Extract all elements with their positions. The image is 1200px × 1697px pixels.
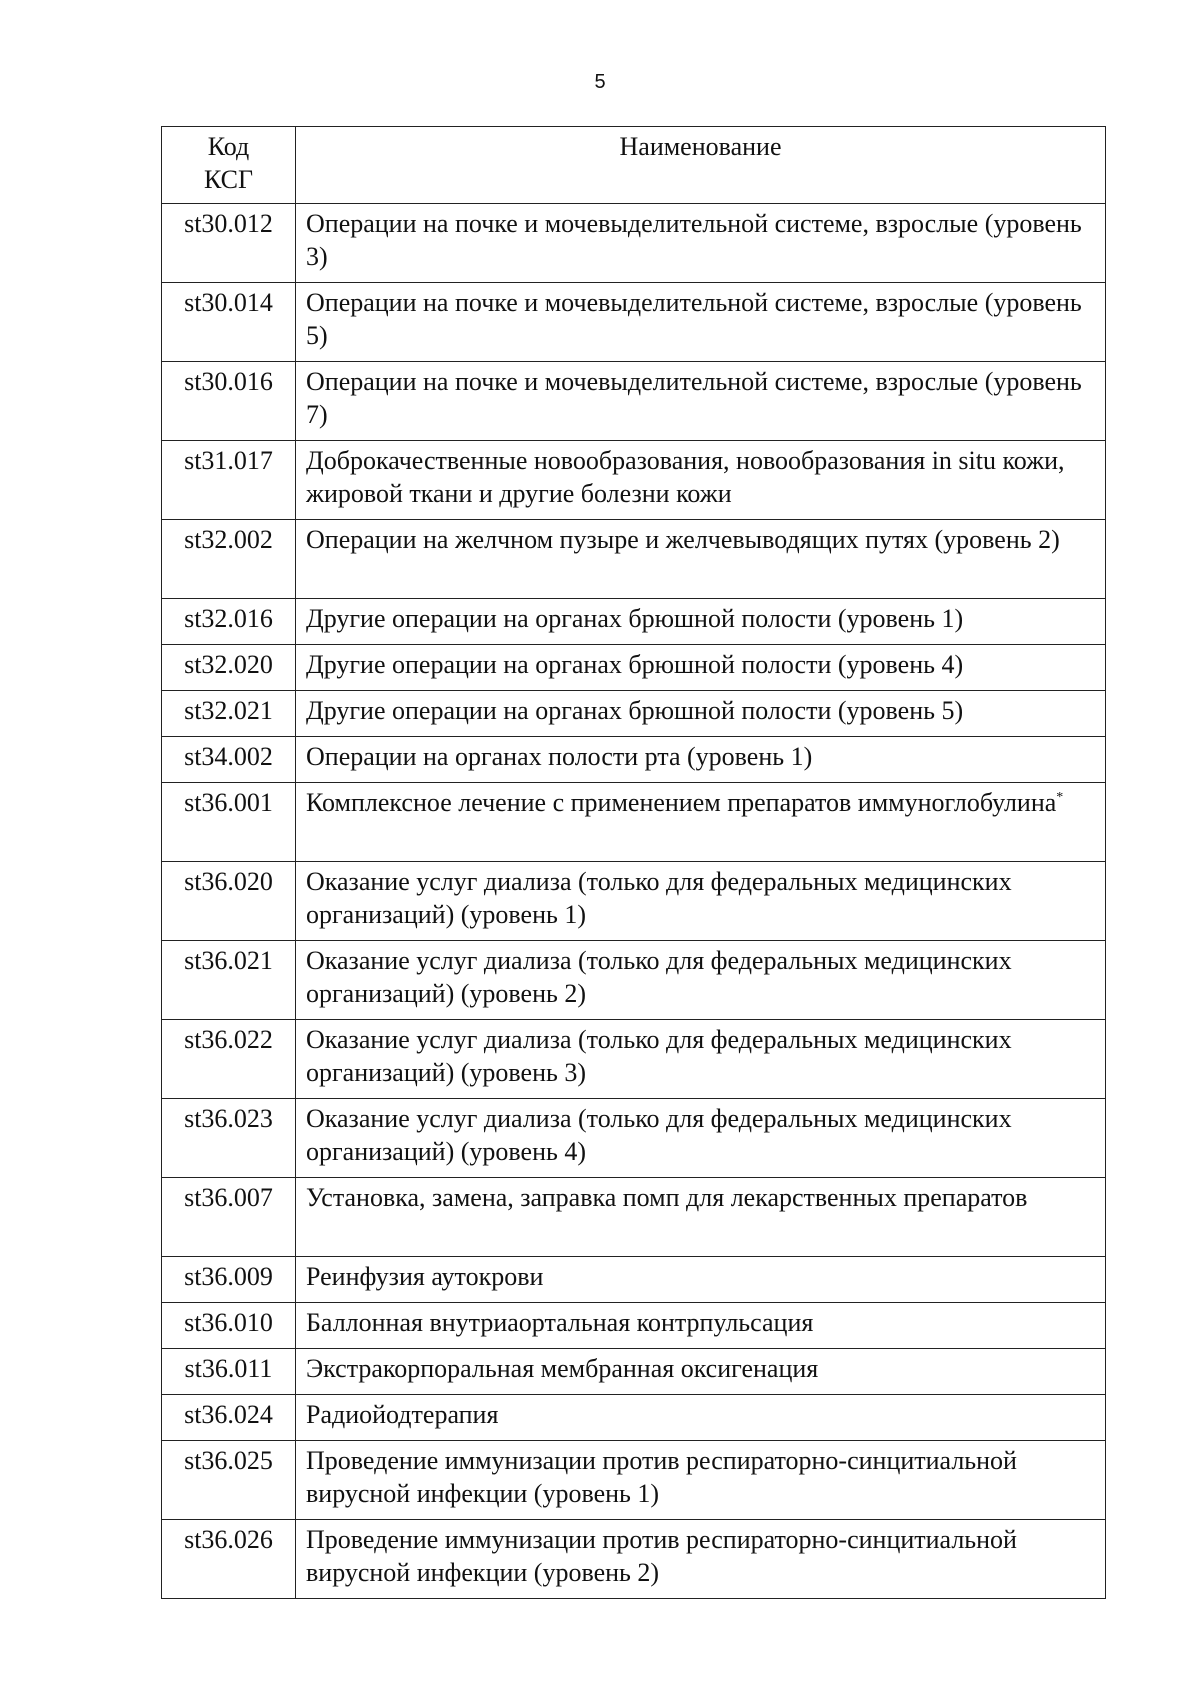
table-row [162,283,1106,362]
table-header [162,127,1106,204]
ksg-name-text: Операции на почке и мочевыделительной системе, взрослые (уровень 5) [306,288,1082,350]
ksg-name-cell [296,862,1106,941]
ksg-name-text: Баллонная внутриаортальная контрпульсация [306,1308,814,1337]
ksg-name-text: Операции на почке и мочевыделительной системе, взрослые (уровень 7) [306,367,1082,429]
ksg-name-cell [296,737,1106,783]
ksg-code-cell: st32.020 [162,645,296,691]
ksg-code-cell: st36.022 [162,1020,296,1099]
table-row [162,737,1106,783]
ksg-name-cell [296,1178,1106,1257]
footnote-marker: * [1056,790,1064,805]
column-header-code [162,127,296,204]
ksg-name-text: Оказание услуг диализа (только для федеральных медицинских организаций) (уровень 2) [306,946,1012,1008]
ksg-code-cell: st36.020 [162,862,296,941]
table-row [162,1520,1106,1599]
ksg-name-cell [296,441,1106,520]
ksg-code-cell: st36.025 [162,1441,296,1520]
ksg-name-text: Установка, замена, заправка помп для лекарственных препаратов [306,1183,1028,1212]
ksg-code-cell: st34.002 [162,737,296,783]
ksg-name-cell [296,599,1106,645]
ksg-name-cell [296,1303,1106,1349]
table-body [162,204,1106,1599]
table-row [162,204,1106,283]
table-header-row [162,127,1106,204]
ksg-code-cell: st30.014 [162,283,296,362]
table-row [162,1349,1106,1395]
ksg-name-cell [296,941,1106,1020]
table-row [162,783,1106,862]
ksg-name-text: Экстракорпоральная мембранная оксигенация [306,1354,819,1383]
ksg-name-text: Оказание услуг диализа (только для федеральных медицинских организаций) (уровень 3) [306,1025,1012,1087]
table-row [162,1395,1106,1441]
ksg-name-cell [296,1395,1106,1441]
ksg-code-cell: st36.023 [162,1099,296,1178]
table-row [162,1441,1106,1520]
ksg-code-cell: st30.012 [162,204,296,283]
column-header-name: Наименование [296,127,1106,204]
ksg-name-text: Другие операции на органах брюшной полости (уровень 4) [306,650,964,679]
ksg-name-cell [296,204,1106,283]
ksg-code-cell: st36.026 [162,1520,296,1599]
ksg-code-cell: st32.002 [162,520,296,599]
ksg-code-cell: st36.010 [162,1303,296,1349]
table-row [162,520,1106,599]
ksg-name-text: Операции на органах полости рта (уровень 1) [306,742,813,771]
ksg-name-cell [296,645,1106,691]
ksg-name-cell [296,1520,1106,1599]
ksg-code-cell: st36.009 [162,1257,296,1303]
ksg-name-text: Проведение иммунизации против респираторно-синцитиальной вирусной инфекции (уровень 1) [306,1446,1017,1508]
ksg-name-text: Реинфузия аутокрови [306,1262,544,1291]
ksg-name-cell [296,520,1106,599]
table-row [162,1178,1106,1257]
table-row [162,1020,1106,1099]
table-row [162,862,1106,941]
ksg-name-cell [296,1441,1106,1520]
ksg-name-text: Доброкачественные новообразования, новообразования in situ кожи, жировой ткани и другие болезни кожи [306,446,1065,508]
ksg-name-cell [296,1257,1106,1303]
ksg-code-cell: st36.011 [162,1349,296,1395]
ksg-name-text: Другие операции на органах брюшной полости (уровень 1) [306,604,964,633]
ksg-code-cell: st32.016 [162,599,296,645]
ksg-name-text: Оказание услуг диализа (только для федеральных медицинских организаций) (уровень 1) [306,867,1012,929]
table-row [162,1099,1106,1178]
ksg-code-cell: st32.021 [162,691,296,737]
ksg-name-cell [296,1349,1106,1395]
ksg-name-text: Проведение иммунизации против респираторно-синцитиальной вирусной инфекции (уровень 2) [306,1525,1017,1587]
table-row [162,1303,1106,1349]
page-number: 5 [594,71,606,93]
column-header-code-line2: КСГ [203,165,254,194]
ksg-code-cell: st36.021 [162,941,296,1020]
column-header-code-line1: Код [207,132,250,161]
ksg-name-text: Операции на почке и мочевыделительной системе, взрослые (уровень 3) [306,209,1082,271]
ksg-code-cell: st36.001 [162,783,296,862]
ksg-name-text: Другие операции на органах брюшной полости (уровень 5) [306,696,964,725]
ksg-code-cell: st36.007 [162,1178,296,1257]
ksg-name-text: Операции на желчном пузыре и желчевыводящих путях (уровень 2) [306,525,1060,554]
ksg-name-text: Радиойодтерапия [306,1400,499,1429]
table-row [162,691,1106,737]
ksg-name-cell [296,783,1106,862]
ksg-name-cell [296,1020,1106,1099]
ksg-code-cell: st30.016 [162,362,296,441]
ksg-table [161,126,1106,1599]
ksg-name-cell [296,362,1106,441]
table-row [162,645,1106,691]
ksg-name-text: Комплексное лечение с применением препаратов иммуноглобулина [306,788,1057,817]
table-row [162,1257,1106,1303]
ksg-name-text: Оказание услуг диализа (только для федеральных медицинских организаций) (уровень 4) [306,1104,1012,1166]
ksg-name-cell [296,1099,1106,1178]
ksg-code-cell: st36.024 [162,1395,296,1441]
table-row [162,362,1106,441]
ksg-name-cell [296,691,1106,737]
ksg-code-cell: st31.017 [162,441,296,520]
ksg-name-cell [296,283,1106,362]
table-row [162,441,1106,520]
table-row [162,599,1106,645]
table-row [162,941,1106,1020]
